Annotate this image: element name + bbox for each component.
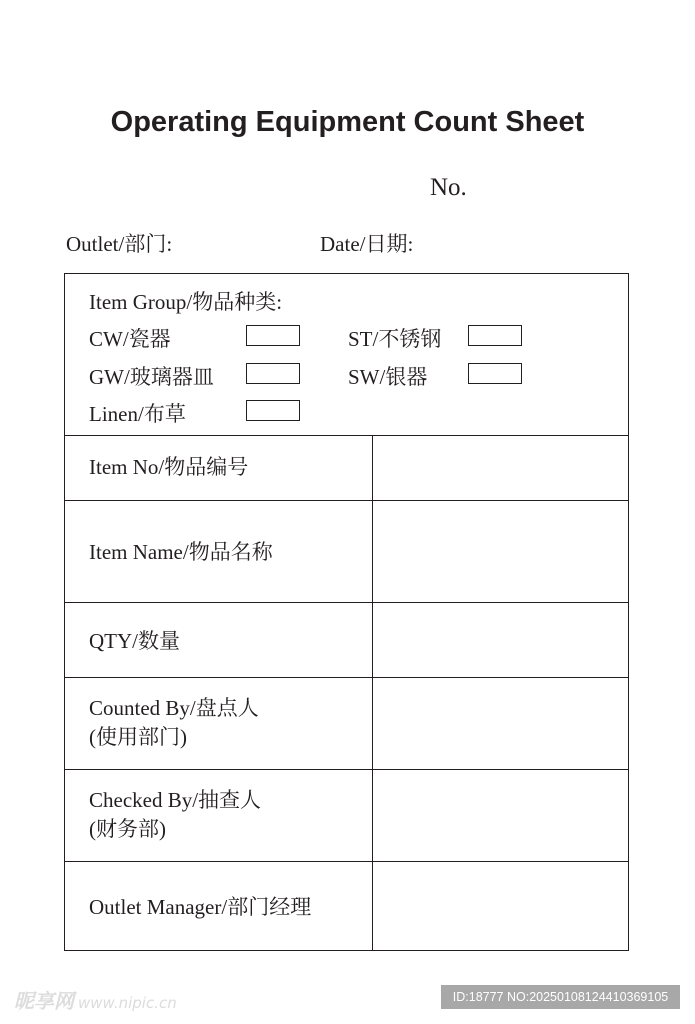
- divider: [65, 602, 628, 603]
- checked-by-sublabel: (财务部): [89, 817, 166, 841]
- page-title: Operating Equipment Count Sheet: [110, 106, 585, 138]
- checkbox-cw[interactable]: [246, 325, 300, 346]
- checkbox-st[interactable]: [468, 325, 522, 346]
- option-label-st: ST/不锈钢: [348, 327, 442, 351]
- row-label-counted-by: [89, 694, 259, 752]
- option-label-cw: CW/瓷器: [89, 327, 171, 351]
- row-label-item-no: Item No/物品编号: [89, 455, 249, 479]
- divider: [65, 769, 628, 770]
- watermark-site-url: www.nipic.cn: [78, 994, 177, 1012]
- count-sheet-form: [64, 273, 629, 951]
- watermark-site-name: 昵享网: [14, 989, 74, 1013]
- checkbox-linen[interactable]: [246, 400, 300, 421]
- item-group-title: Item Group/物品种类:: [89, 290, 283, 314]
- outlet-label: Outlet/部门:: [66, 232, 173, 256]
- field-item-no[interactable]: [374, 437, 628, 499]
- option-label-linen: Linen/布草: [89, 402, 186, 426]
- option-label-sw: SW/银器: [348, 365, 428, 389]
- divider: [65, 861, 628, 862]
- watermark-site: [14, 985, 177, 1014]
- divider: [65, 435, 628, 436]
- row-label-item-name: Item Name/物品名称: [89, 540, 273, 564]
- field-counted-by[interactable]: [374, 679, 628, 768]
- checked-by-label: Checked By/抽查人: [89, 788, 262, 812]
- serial-number-label: No.: [430, 174, 467, 201]
- row-label-checked-by: [89, 786, 261, 844]
- date-label: Date/日期:: [320, 232, 414, 256]
- row-label-qty: QTY/数量: [89, 629, 180, 653]
- field-outlet-manager[interactable]: [374, 863, 628, 950]
- watermark-image-id: ID:18777 NO:20250108124410369105: [441, 985, 680, 1009]
- field-checked-by[interactable]: [374, 771, 628, 860]
- checkbox-gw[interactable]: [246, 363, 300, 384]
- row-label-outlet-manager: Outlet Manager/部门经理: [89, 895, 312, 919]
- field-item-name[interactable]: [374, 502, 628, 601]
- divider: [65, 677, 628, 678]
- option-label-gw: GW/玻璃器皿: [89, 365, 214, 389]
- field-qty[interactable]: [374, 604, 628, 676]
- counted-by-sublabel: (使用部门): [89, 725, 187, 749]
- divider: [65, 500, 628, 501]
- counted-by-label: Counted By/盘点人: [89, 696, 259, 720]
- column-divider: [372, 436, 373, 951]
- checkbox-sw[interactable]: [468, 363, 522, 384]
